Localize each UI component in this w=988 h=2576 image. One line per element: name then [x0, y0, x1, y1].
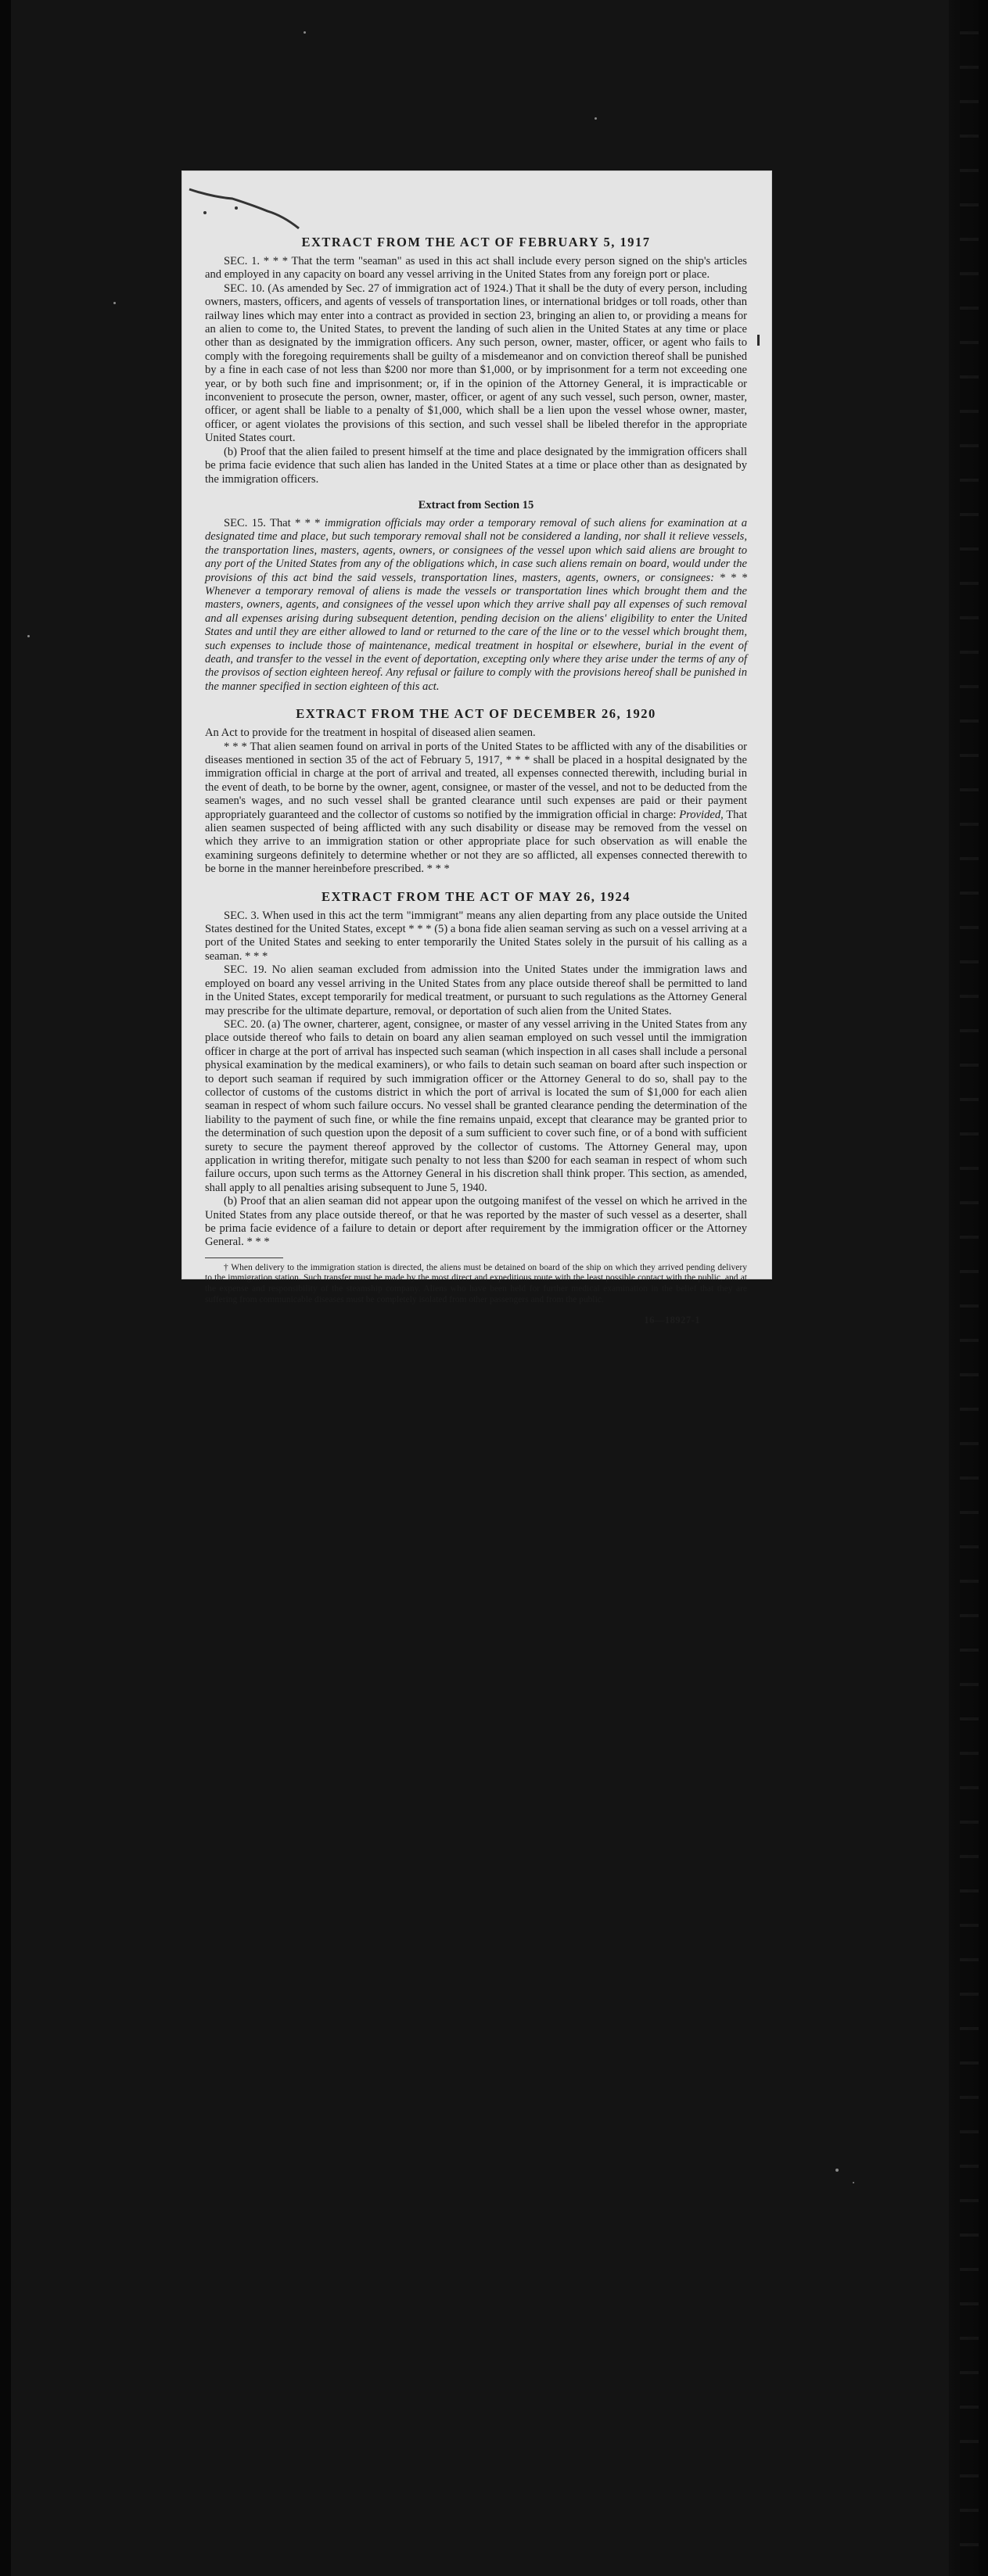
paragraph-sec-1: SEC. 1. * * * That the term "seaman" as used in this act shall include every person signed on the ship's articles and employed in any capacity on board any vessel arriving in the United States from any foreign port or place. [205, 255, 747, 282]
act-1920-body-a: * * * That alien seamen found on arrival in ports of the United States to be afflicted with any of the disabilities or diseases mentioned in section 35 of the act of February 5, 1917, * * * shall be placed in a hospital designated by the immigration official in charge at the port of arrival and treated, all expenses connected therewith, including burial in the event of death, to be borne by the owner, agent, consignee, or master of the vessel, and not to be deducted from the seamen's wages, and no such vessel shall be granted clearance until such expenses are paid or their payment appropriately guaranteed and the collector of customs so notified by the immigration official in charge: [205, 740, 747, 821]
paragraph-act-1920-body [205, 741, 747, 877]
footnote [205, 1263, 747, 1305]
heading-section-15: Extract from Section 15 [418, 498, 534, 511]
paragraph-sec-3: SEC. 3. When used in this act the term "immigrant" means any alien departing from any place outside the United States destined for the United States, except * * * (5) a bona fide alien seaman serving as such on a vessel arriving at a port of the United States and seeking to enter temporarily the United States solely in the pursuit of his calling as a seaman. * * * [205, 909, 747, 963]
heading-act-1917: EXTRACT FROM THE ACT OF FEBRUARY 5, 1917 [301, 235, 651, 249]
paragraph-sec-10b: (b) Proof that the alien failed to present himself at the time and place designated by the immigration officers shall be prima facie evidence that such alien has landed in the United States at a time or place other than as designated by the immigration officers. [205, 445, 747, 486]
form-number: 16—18927-1 [644, 1315, 700, 1326]
film-speck [113, 302, 116, 304]
section-act-1917 [205, 235, 747, 486]
heading-act-1924: EXTRACT FROM THE ACT OF MAY 26, 1924 [321, 888, 631, 904]
paragraph-sec-10: SEC. 10. (As amended by Sec. 27 of immigration act of 1924.) That it shall be the duty of every person, including owners, masters, officers, and agents of vessels of transportation lines, or international bridges or toll roads, other than railway lines which may enter into a contract as provided in section 23, bringing an alien to, or providing a means for an alien to come to, the United States, to prevent the landing of such alien in the United States at any time or place other than as designated by the immigration officers. Any such person, owner, master, officer, or agent who fails to comply with the foregoing requirements shall be guilty of a misdemeanor and on conviction thereof shall be punished by a fine in each case of not less than $200 nor more than $1,000, or by imprisonment for a term not exceeding one year, or by both such fine and imprisonment; or, if in the opinion of the Attorney General, it is impracticable or inconvenient to prosecute the person, owner, master, officer, or agent of any such vessel, such person, owner, master, officer, or agent shall be liable to a penalty of $1,000, which shall be a lien upon the vessel whose owner, master, officer, or agent violates the provisions of this section, and such vessel shall be libeled therefor in the appropriate United States court. [205, 282, 747, 445]
footnote-text: † When delivery to the immigration station is directed, the aliens must be detained on board of the ship on which they arrived pending delivery to the immigration station. Such transfer must be made by the most direct and expeditious route with the least possible contact with the public, and at the expense and responsibility of the steamship company. Aliens who have been held for further medical examination in the belief that they are suffering from communicable diseases must be completely isolated from other passengers and from the public. [205, 1262, 747, 1304]
margin-tick [757, 335, 764, 346]
heading-act-1920: EXTRACT FROM THE ACT OF DECEMBER 26, 1920 [296, 706, 656, 722]
act-1920-body-b: That alien seamen suspected of being afflicted with any such disability or disease may be removed from the vessel on which they arrive to an immigration station or other appropriate place for such observation as will enable the examining surgeons definitely to determine whether or not they are so afflicted, all expenses connected therewith to be borne in the manner hereinbefore prescribed. * * * [205, 808, 748, 876]
film-edge-left [0, 0, 11, 2576]
sec-15-body: immigration officials may order a temporary removal of such aliens for examination at a designated time and place, but such temporary removal shall not be considered a landing, nor shall it relieve vessels, the transportation lines, masters, agents, owners, or consignees of the vessel upon which said aliens are brought to any port of the United States from any of the obligations which, in case such aliens remain on board, would under the provisions of this act bind the said vessels, transportation lines, masters, agents, owners, or consignees: * * * Whenever a temporary removal of aliens is made the vessels or transportation lines which brought them and the masters, owners, agents, and consignees of the vessel upon which they arrive shall pay all expenses of such removal and all expenses arising during subsequent detention, pending decision on the aliens' eligibility to enter the United States and until they are either allowed to land or returned to the care of the line or to the vessel which brought them, such expenses to include those of maintenance, medical treatment in hospital or elsewhere, burial in the event of death, and transfer to the vessel in the event of deportation, excepting only where they arise under the terms of any of the provisos of section eighteen hereof. Any refusal or failure to comply with the provisions hereof shall be punished in the manner specified in section eighteen of this act. [205, 516, 747, 693]
film-sprocket-strip [960, 0, 979, 2576]
section-act-1924 [205, 889, 747, 1250]
film-speck [595, 117, 597, 120]
paragraph-sec-19: SEC. 19. No alien seaman excluded from admission into the United States under the immigration laws and employed on board any vessel arriving in the United States from any place outside thereof shall be permitted to land in the United States, except temporarily for medical treatment, or pursuant to such regulations as the Attorney General may prescribe for the ultimate departure, removal, or deportation of such alien from the United States. [205, 963, 747, 1017]
paragraph-sec-20b: (b) Proof that an alien seaman did not appear upon the outgoing manifest of the vessel on which he arrived in the United States from any place outside thereof, or that he was reported by the master of such vessel as a deserter, shall be prima facie evidence of a failure to detain or deport after requirement by the immigration officer or the Attorney General. * * * [205, 1195, 747, 1249]
paragraph-sec-15 [205, 517, 747, 694]
section-extract-15 [205, 499, 747, 694]
paper-fold-mark [189, 181, 307, 236]
film-speck [304, 31, 306, 34]
film-speck [835, 2169, 839, 2172]
document-page [181, 170, 772, 1326]
film-speck [853, 2182, 854, 2183]
paragraph-act-1920-title: An Act to provide for the treatment in hospital of diseased alien seamen. [205, 727, 536, 740]
section-act-1920 [205, 706, 747, 876]
sec-15-lead: SEC. 15. That * * * [224, 516, 321, 529]
act-1920-provided: Provided, [679, 808, 724, 821]
paragraph-sec-20a: SEC. 20. (a) The owner, charterer, agent, consignee, or master of any vessel arriving in the United States from any place outside thereof who fails to detain on board any alien seaman employed on such vessel until the immigration officer in charge at the port of arrival has inspected such seaman (which inspection in all cases shall include a personal physical examination by the medical examiners), or who fails to detain such seaman on board after such inspection or to deport such seaman if required by such immigration officer or the Attorney General to do so, shall pay to the collector of customs of the customs district in which the port of arrival is located the sum of $1,000 for each alien seaman in respect of whom such failure occurs. No vessel shall be granted clearance pending the determination of the liability to the payment of such fine, or while the fine remains unpaid, except that clearance may be granted prior to the determination of such question upon the deposit of a sum sufficient to cover such fine, or of a bond with sufficient surety to secure the payment thereof approved by the collector of customs. The Attorney General may, upon application in writing therefor, mitigate such penalty to not less than $200 for each seaman in respect of whom such failure occurs, upon such terms as the Attorney General in his discretion shall think proper. This section, as amended, shall apply to all penalties arising subsequent to June 5, 1940. [205, 1017, 747, 1194]
film-speck [27, 635, 30, 637]
